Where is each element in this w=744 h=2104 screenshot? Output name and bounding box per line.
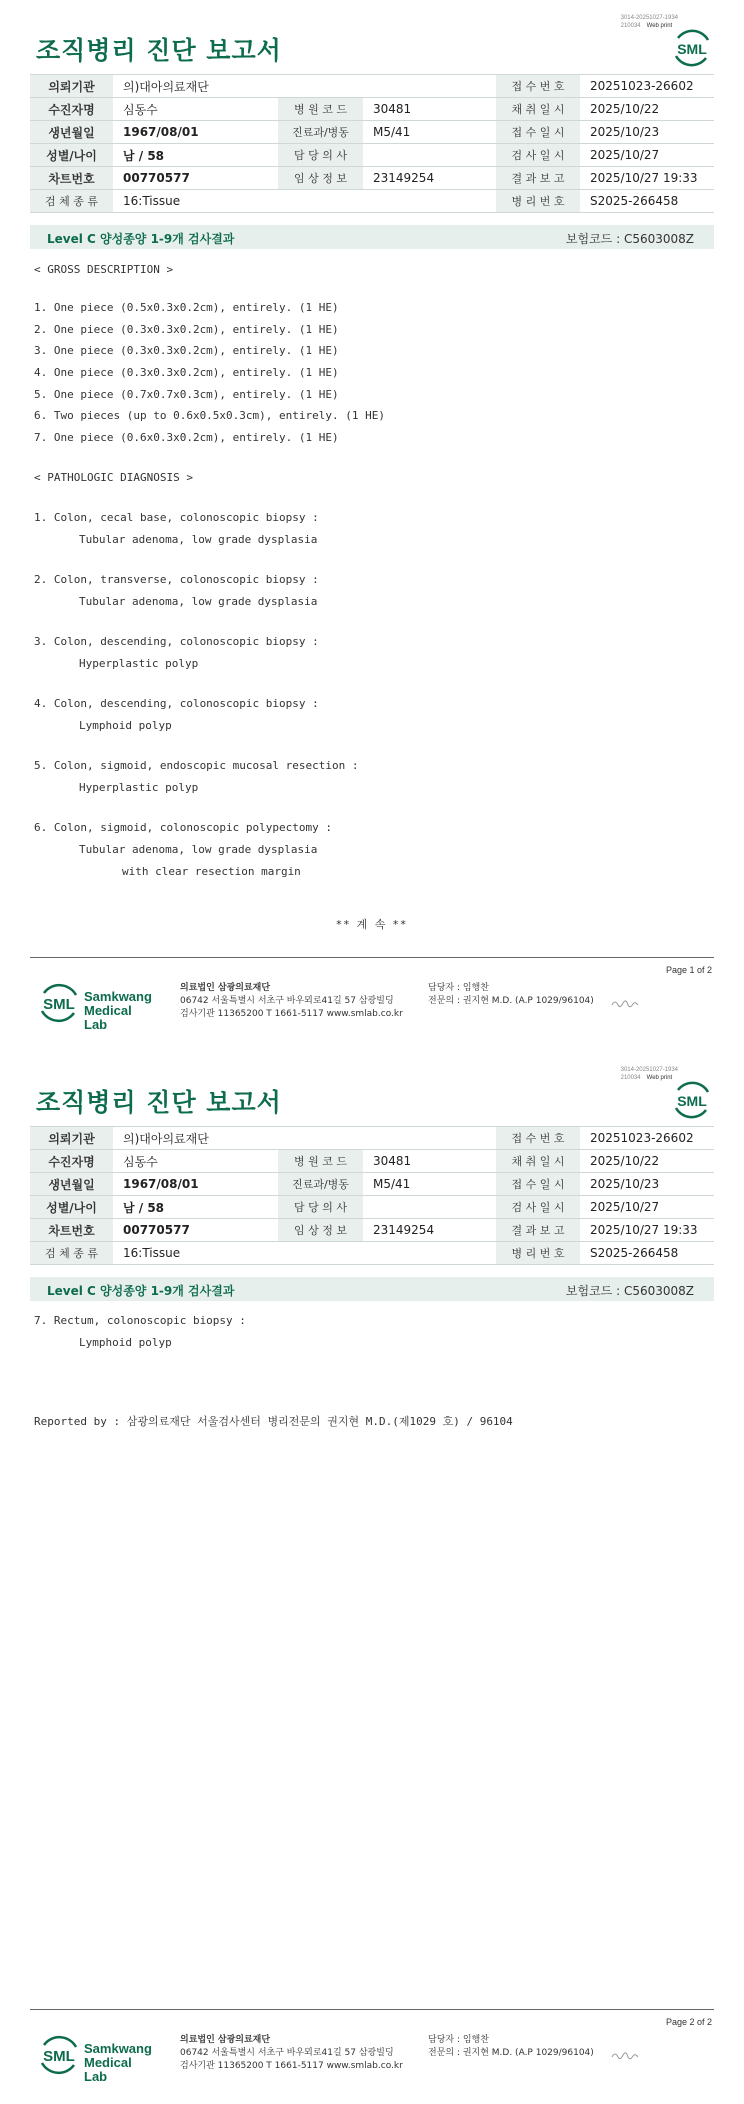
footer-address: 의료법인 삼광의료재단 06742 서울특별시 서초구 바우뫼로41길 57 삼광빌딩 검사기관 11365200 T 1661-5117 www.smlab.co.kr <box>180 983 403 1019</box>
diagnosis-site: 7. Rectum, colonoscopic biopsy : <box>34 1314 246 1327</box>
patient-info-table: 의뢰기관 의)대아의료재단 접 수 번 호 20251023-26602 수진자명 심동수 병 원 코 드 30481 채 취 일 시 2025/10/22 생년월일 1967/08/01 진료과/병동 M5/41 접 수 일 시 2025/10/23 성별/나이 남 / 58 담 당 의 사 검 사 일 시 2025/10/27 차트번호 00770577 임 상 정 보 23149254 결 과 보 고 2025/10/27 19:33 검 체 종 류 16:Tissue 병 리 번 호 S2025-266458 <box>30 1126 714 1265</box>
svg-text:SML: SML <box>43 2048 75 2065</box>
diagnosis-result: Lymphoid polyp <box>79 719 172 732</box>
diagnosis-result: Hyperplastic polyp <box>79 657 199 670</box>
diagnosis-result: Tubular adenoma, low grade dysplasia <box>79 533 318 546</box>
gross-heading: < GROSS DESCRIPTION > <box>34 263 174 276</box>
gross-item: 4. One piece (0.3x0.3x0.2cm), entirely. (1 HE) <box>34 366 339 379</box>
report-title: 조직병리 진단 보고서 <box>36 36 282 65</box>
diagnosis-result: Lymphoid polyp <box>79 1336 172 1349</box>
print-code: 3014-20251027-1934 210034 Web print <box>620 1067 678 1081</box>
footer-divider <box>30 957 714 958</box>
diagnosis-site: 3. Colon, descending, colonoscopic biopsy : <box>34 635 319 648</box>
gross-item: 2. One piece (0.3x0.3x0.2cm), entirely. (1 HE) <box>34 323 339 336</box>
diagnosis-heading: < PATHOLOGIC DIAGNOSIS > <box>34 471 193 484</box>
gross-item: 6. Two pieces (up to 0.6x0.5x0.3cm), entirely. (1 HE) <box>34 409 385 422</box>
continued-marker: ** 계 속 ** <box>336 918 408 931</box>
diagnosis-note: with clear resection margin <box>122 865 301 878</box>
sml-logo <box>670 26 714 70</box>
patient-info-table: 의뢰기관 의)대아의료재단 접 수 번 호 20251023-26602 수진자명 심동수 병 원 코 드 30481 채 취 일 시 2025/10/22 생년월일 1967/08/01 진료과/병동 M5/41 접 수 일 시 2025/10/23 성별/나이 남 / 58 담 당 의 사 검 사 일 시 2025/10/27 차트번호 00770577 임 상 정 보 23149254 결 과 보 고 2025/10/27 19:33 검 체 종 류 16:Tissue 병 리 번 호 S2025-266458 <box>30 74 714 213</box>
svg-text:SML: SML <box>43 996 75 1013</box>
signature-image <box>610 996 640 1010</box>
footer-brand: Samkwang Medical Lab <box>84 989 152 1032</box>
reported-by: Reported by : 삼광의료재단 서울검사센터 병리전문의 권지현 M.D.(제1029 호) / 96104 <box>34 1415 513 1428</box>
gross-item: 5. One piece (0.7x0.7x0.3cm), entirely. (1 HE) <box>34 388 339 401</box>
footer-logo <box>36 2032 156 2084</box>
footer-logo <box>36 980 156 1032</box>
exam-band: Level C 양성종양 1-9개 검사결과 보험코드 : C5603008Z <box>30 225 714 249</box>
print-code: 3014-20251027-1934 210034 Web print <box>620 15 678 29</box>
footer-signatory: 담당자 : 임행찬 전문의 : 권지현 M.D. (A.P 1029/96104) <box>428 2035 594 2058</box>
svg-text:SML: SML <box>677 1093 707 1109</box>
report-page-2 <box>0 1052 744 2104</box>
diagnosis-site: 6. Colon, sigmoid, colonoscopic polypectomy : <box>34 821 333 834</box>
gross-item: 7. One piece (0.6x0.3x0.2cm), entirely. (1 HE) <box>34 431 339 444</box>
diagnosis-result: Tubular adenoma, low grade dysplasia <box>79 595 318 608</box>
gross-item: 1. One piece (0.5x0.3x0.2cm), entirely. (1 HE) <box>34 301 339 314</box>
footer-address: 의료법인 삼광의료재단 06742 서울특별시 서초구 바우뫼로41길 57 삼광빌딩 검사기관 11365200 T 1661-5117 www.smlab.co.kr <box>180 2035 403 2071</box>
sml-footer-icon <box>36 2032 82 2078</box>
sml-footer-icon <box>36 980 82 1026</box>
diagnosis-site: 2. Colon, transverse, colonoscopic biopsy : <box>34 573 319 586</box>
page-number: Page 1 of 2 <box>665 965 712 975</box>
sml-logo <box>670 1078 714 1122</box>
gross-item: 3. One piece (0.3x0.3x0.2cm), entirely. (1 HE) <box>34 344 339 357</box>
exam-band: Level C 양성종양 1-9개 검사결과 보험코드 : C5603008Z <box>30 1277 714 1301</box>
page-number: Page 2 of 2 <box>665 2017 712 2027</box>
diagnosis-result: Hyperplastic polyp <box>79 781 199 794</box>
svg-text:SML: SML <box>677 41 707 57</box>
diagnosis-result: Tubular adenoma, low grade dysplasia <box>79 843 318 856</box>
footer-signatory: 담당자 : 임행찬 전문의 : 권지현 M.D. (A.P 1029/96104) <box>428 983 594 1006</box>
report-title: 조직병리 진단 보고서 <box>36 1088 282 1117</box>
signature-image <box>610 2048 640 2062</box>
diagnosis-site: 1. Colon, cecal base, colonoscopic biopsy : <box>34 511 319 524</box>
footer-brand: Samkwang Medical Lab <box>84 2041 152 2084</box>
diagnosis-site: 4. Colon, descending, colonoscopic biopsy : <box>34 697 319 710</box>
diagnosis-site: 5. Colon, sigmoid, endoscopic mucosal resection : <box>34 759 359 772</box>
footer-divider <box>30 2009 714 2010</box>
